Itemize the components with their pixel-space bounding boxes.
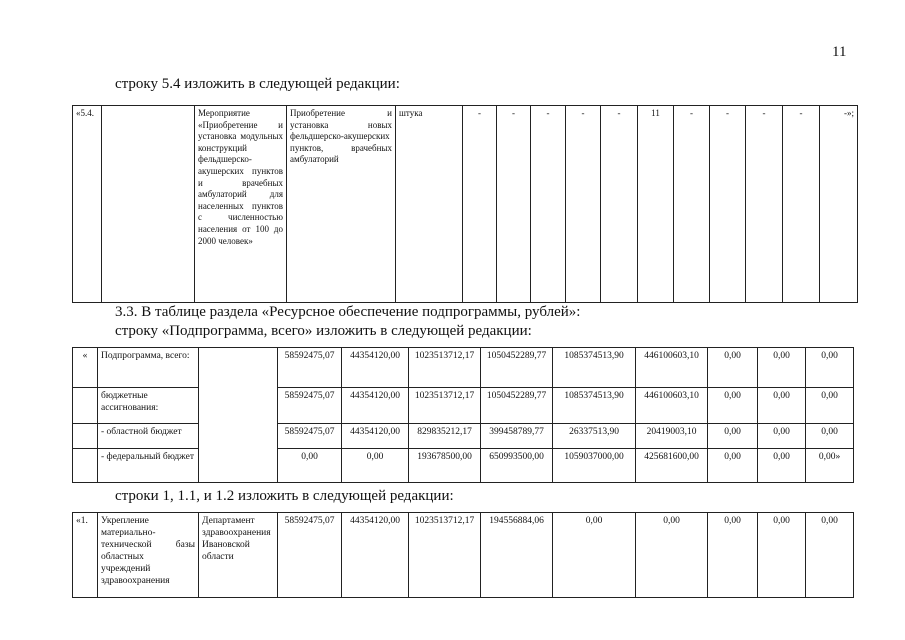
value-cell: 0,00 bbox=[758, 348, 806, 388]
heading-row-5-4: строку 5.4 изложить в следующей редакции: bbox=[115, 76, 400, 92]
event-cell: Мероприятие «Приобретение и установка модульных конструкций фельдшерско-акушерских пунктов и врачебных амбулаторий для населенных пунктов с численностью населения от 100 до 2000 человек» bbox=[195, 106, 287, 303]
value-cell: 0,00 bbox=[708, 513, 758, 598]
empty-cell bbox=[73, 424, 98, 449]
value-cell: - bbox=[463, 106, 497, 303]
value-cell: 0,00 bbox=[553, 513, 636, 598]
value-cell: 44354120,00 bbox=[342, 424, 409, 449]
row-number: «1. bbox=[73, 513, 98, 598]
value-cell: - bbox=[497, 106, 531, 303]
table-rows-1 bbox=[72, 512, 854, 598]
value-cell: 650993500,00 bbox=[481, 449, 553, 483]
row-label: - федеральный бюджет bbox=[98, 449, 199, 483]
value-cell: - bbox=[746, 106, 783, 303]
quote-cell: « bbox=[73, 348, 98, 388]
empty-cell bbox=[73, 449, 98, 483]
row-number: «5.4. bbox=[73, 106, 102, 303]
row-label: - областной бюджет bbox=[98, 424, 199, 449]
value-cell: 0,00 bbox=[806, 388, 854, 424]
value-cell: 0,00 bbox=[806, 424, 854, 449]
value-cell: 0,00 bbox=[708, 424, 758, 449]
value-cell: - bbox=[566, 106, 601, 303]
value-cell: 0,00 bbox=[758, 388, 806, 424]
value-cell: 0,00 bbox=[278, 449, 342, 483]
value-cell: 0,00 bbox=[708, 449, 758, 483]
value-cell: 11 bbox=[638, 106, 674, 303]
value-cell: 44354120,00 bbox=[342, 513, 409, 598]
value-cell: 58592475,07 bbox=[278, 424, 342, 449]
value-cell: 58592475,07 bbox=[278, 513, 342, 598]
empty-cell bbox=[102, 106, 195, 303]
empty-cell bbox=[199, 348, 278, 483]
heading-subprogram-total: строку «Подпрограмма, всего» изложить в следующей редакции: bbox=[115, 323, 532, 339]
value-cell: 1085374513,90 bbox=[553, 388, 636, 424]
value-cell: - bbox=[783, 106, 820, 303]
value-cell: 425681600,00 bbox=[636, 449, 708, 483]
result-cell: Приобретение и установка новых фельдшерско-акушерских пунктов, врачебных амбулаторий bbox=[287, 106, 396, 303]
value-cell: 1023513712,17 bbox=[409, 388, 481, 424]
value-cell: 44354120,00 bbox=[342, 348, 409, 388]
value-cell: 0,00 bbox=[636, 513, 708, 598]
empty-cell bbox=[73, 388, 98, 424]
value-cell: 26337513,90 bbox=[553, 424, 636, 449]
row-label: Укрепление материально-технической базы областных учреждений здравоохранения bbox=[98, 513, 199, 598]
value-cell: 446100603,10 bbox=[636, 388, 708, 424]
value-cell: 193678500,00 bbox=[409, 449, 481, 483]
unit-cell: штука bbox=[396, 106, 463, 303]
value-cell: - bbox=[710, 106, 746, 303]
page-number: 11 bbox=[832, 44, 847, 60]
value-cell: 0,00 bbox=[758, 424, 806, 449]
value-cell: 58592475,07 bbox=[278, 348, 342, 388]
value-cell: -»; bbox=[820, 106, 858, 303]
value-cell: 0,00 bbox=[342, 449, 409, 483]
value-cell: 0,00 bbox=[708, 348, 758, 388]
section-heading-3-3: 3.3. В таблице раздела «Ресурсное обеспечение подпрограммы, рублей»: bbox=[115, 304, 581, 320]
value-cell: 58592475,07 bbox=[278, 388, 342, 424]
value-cell: 0,00 bbox=[806, 513, 854, 598]
executor-cell: Департамент здравоохранения Ивановской области bbox=[199, 513, 278, 598]
row-label: Подпрограмма, всего: bbox=[98, 348, 199, 388]
value-cell: 446100603,10 bbox=[636, 348, 708, 388]
value-cell: 1050452289,77 bbox=[481, 348, 553, 388]
table-subprogram-total bbox=[72, 347, 854, 483]
value-cell: 1085374513,90 bbox=[553, 348, 636, 388]
value-cell: 194556884,06 bbox=[481, 513, 553, 598]
value-cell: 0,00» bbox=[806, 449, 854, 483]
heading-rows-1: строки 1, 1.1, и 1.2 изложить в следующей редакции: bbox=[115, 488, 454, 504]
value-cell: 44354120,00 bbox=[342, 388, 409, 424]
value-cell: - bbox=[601, 106, 638, 303]
row-label: бюджетные ассигнования: bbox=[98, 388, 199, 424]
value-cell: 829835212,17 bbox=[409, 424, 481, 449]
value-cell: 20419003,10 bbox=[636, 424, 708, 449]
value-cell: 1023513712,17 bbox=[409, 513, 481, 598]
value-cell: 399458789,77 bbox=[481, 424, 553, 449]
value-cell: 1023513712,17 bbox=[409, 348, 481, 388]
value-cell: 0,00 bbox=[806, 348, 854, 388]
value-cell: - bbox=[531, 106, 566, 303]
value-cell: - bbox=[674, 106, 710, 303]
value-cell: 1059037000,00 bbox=[553, 449, 636, 483]
value-cell: 0,00 bbox=[758, 513, 806, 598]
table-row-5-4 bbox=[72, 105, 858, 303]
value-cell: 1050452289,77 bbox=[481, 388, 553, 424]
value-cell: 0,00 bbox=[708, 388, 758, 424]
value-cell: 0,00 bbox=[758, 449, 806, 483]
